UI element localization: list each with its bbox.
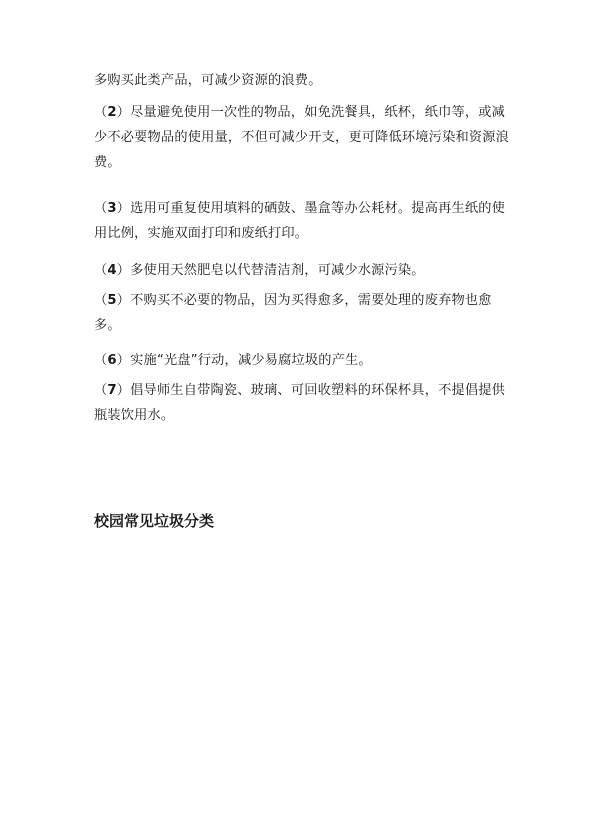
item-marker-close: ） (116, 201, 131, 216)
list-item-6 (94, 348, 512, 373)
item-marker-close: ） (116, 353, 131, 368)
item-number: 3 (107, 201, 117, 216)
item-marker-close: ） (116, 293, 131, 308)
item-number: 7 (107, 383, 117, 398)
item-marker-open: （ (94, 383, 108, 398)
item-marker-open: （ (94, 353, 108, 368)
item-text: 多使用天然肥皂以代替清洁剂，可减少水源污染。 (130, 263, 425, 278)
item-marker-open: （ (94, 293, 108, 308)
item-marker-close: ） (116, 383, 131, 398)
intro-text: 多购买此类产品，可减少资源的浪费。 (94, 73, 322, 88)
list-item-5 (94, 288, 512, 338)
item-number: 6 (107, 353, 117, 368)
intro-paragraph (94, 68, 512, 93)
item-text: 倡导师生自带陶瓷、玻璃、可回收塑料的环保杯具，不提倡提供瓶装饮用水。 (94, 383, 506, 423)
section-heading: 校园常见垃圾分类 (94, 512, 215, 530)
item-number: 2 (107, 105, 117, 120)
item-marker-open: （ (94, 201, 108, 216)
item-marker-open: （ (94, 263, 108, 278)
list-item-3 (94, 196, 512, 246)
item-marker-close: ） (116, 263, 131, 278)
item-marker-close: ） (116, 105, 131, 120)
list-item-2 (94, 100, 512, 175)
list-item-4 (94, 258, 512, 283)
list-item-7 (94, 378, 512, 428)
item-number: 4 (107, 263, 117, 278)
item-text: 选用可重复使用填料的硒鼓、墨盒等办公耗材。提高再生纸的使用比例，实施双面打印和废纸打印。 (94, 201, 506, 241)
item-text: 不购买不必要的物品，因为买得愈多，需要处理的废弃物也愈多。 (94, 293, 492, 333)
item-text: 尽量避免使用一次性的物品，如免洗餐具，纸杯，纸巾等，或减少不必要物品的使用量，不但可减少开支，更可降低环境污染和资源浪费。 (94, 105, 510, 170)
item-number: 5 (107, 293, 117, 308)
item-marker-open: （ (94, 105, 108, 120)
item-text: 实施“光盘”行动，减少易腐垃圾的产生。 (130, 353, 372, 368)
